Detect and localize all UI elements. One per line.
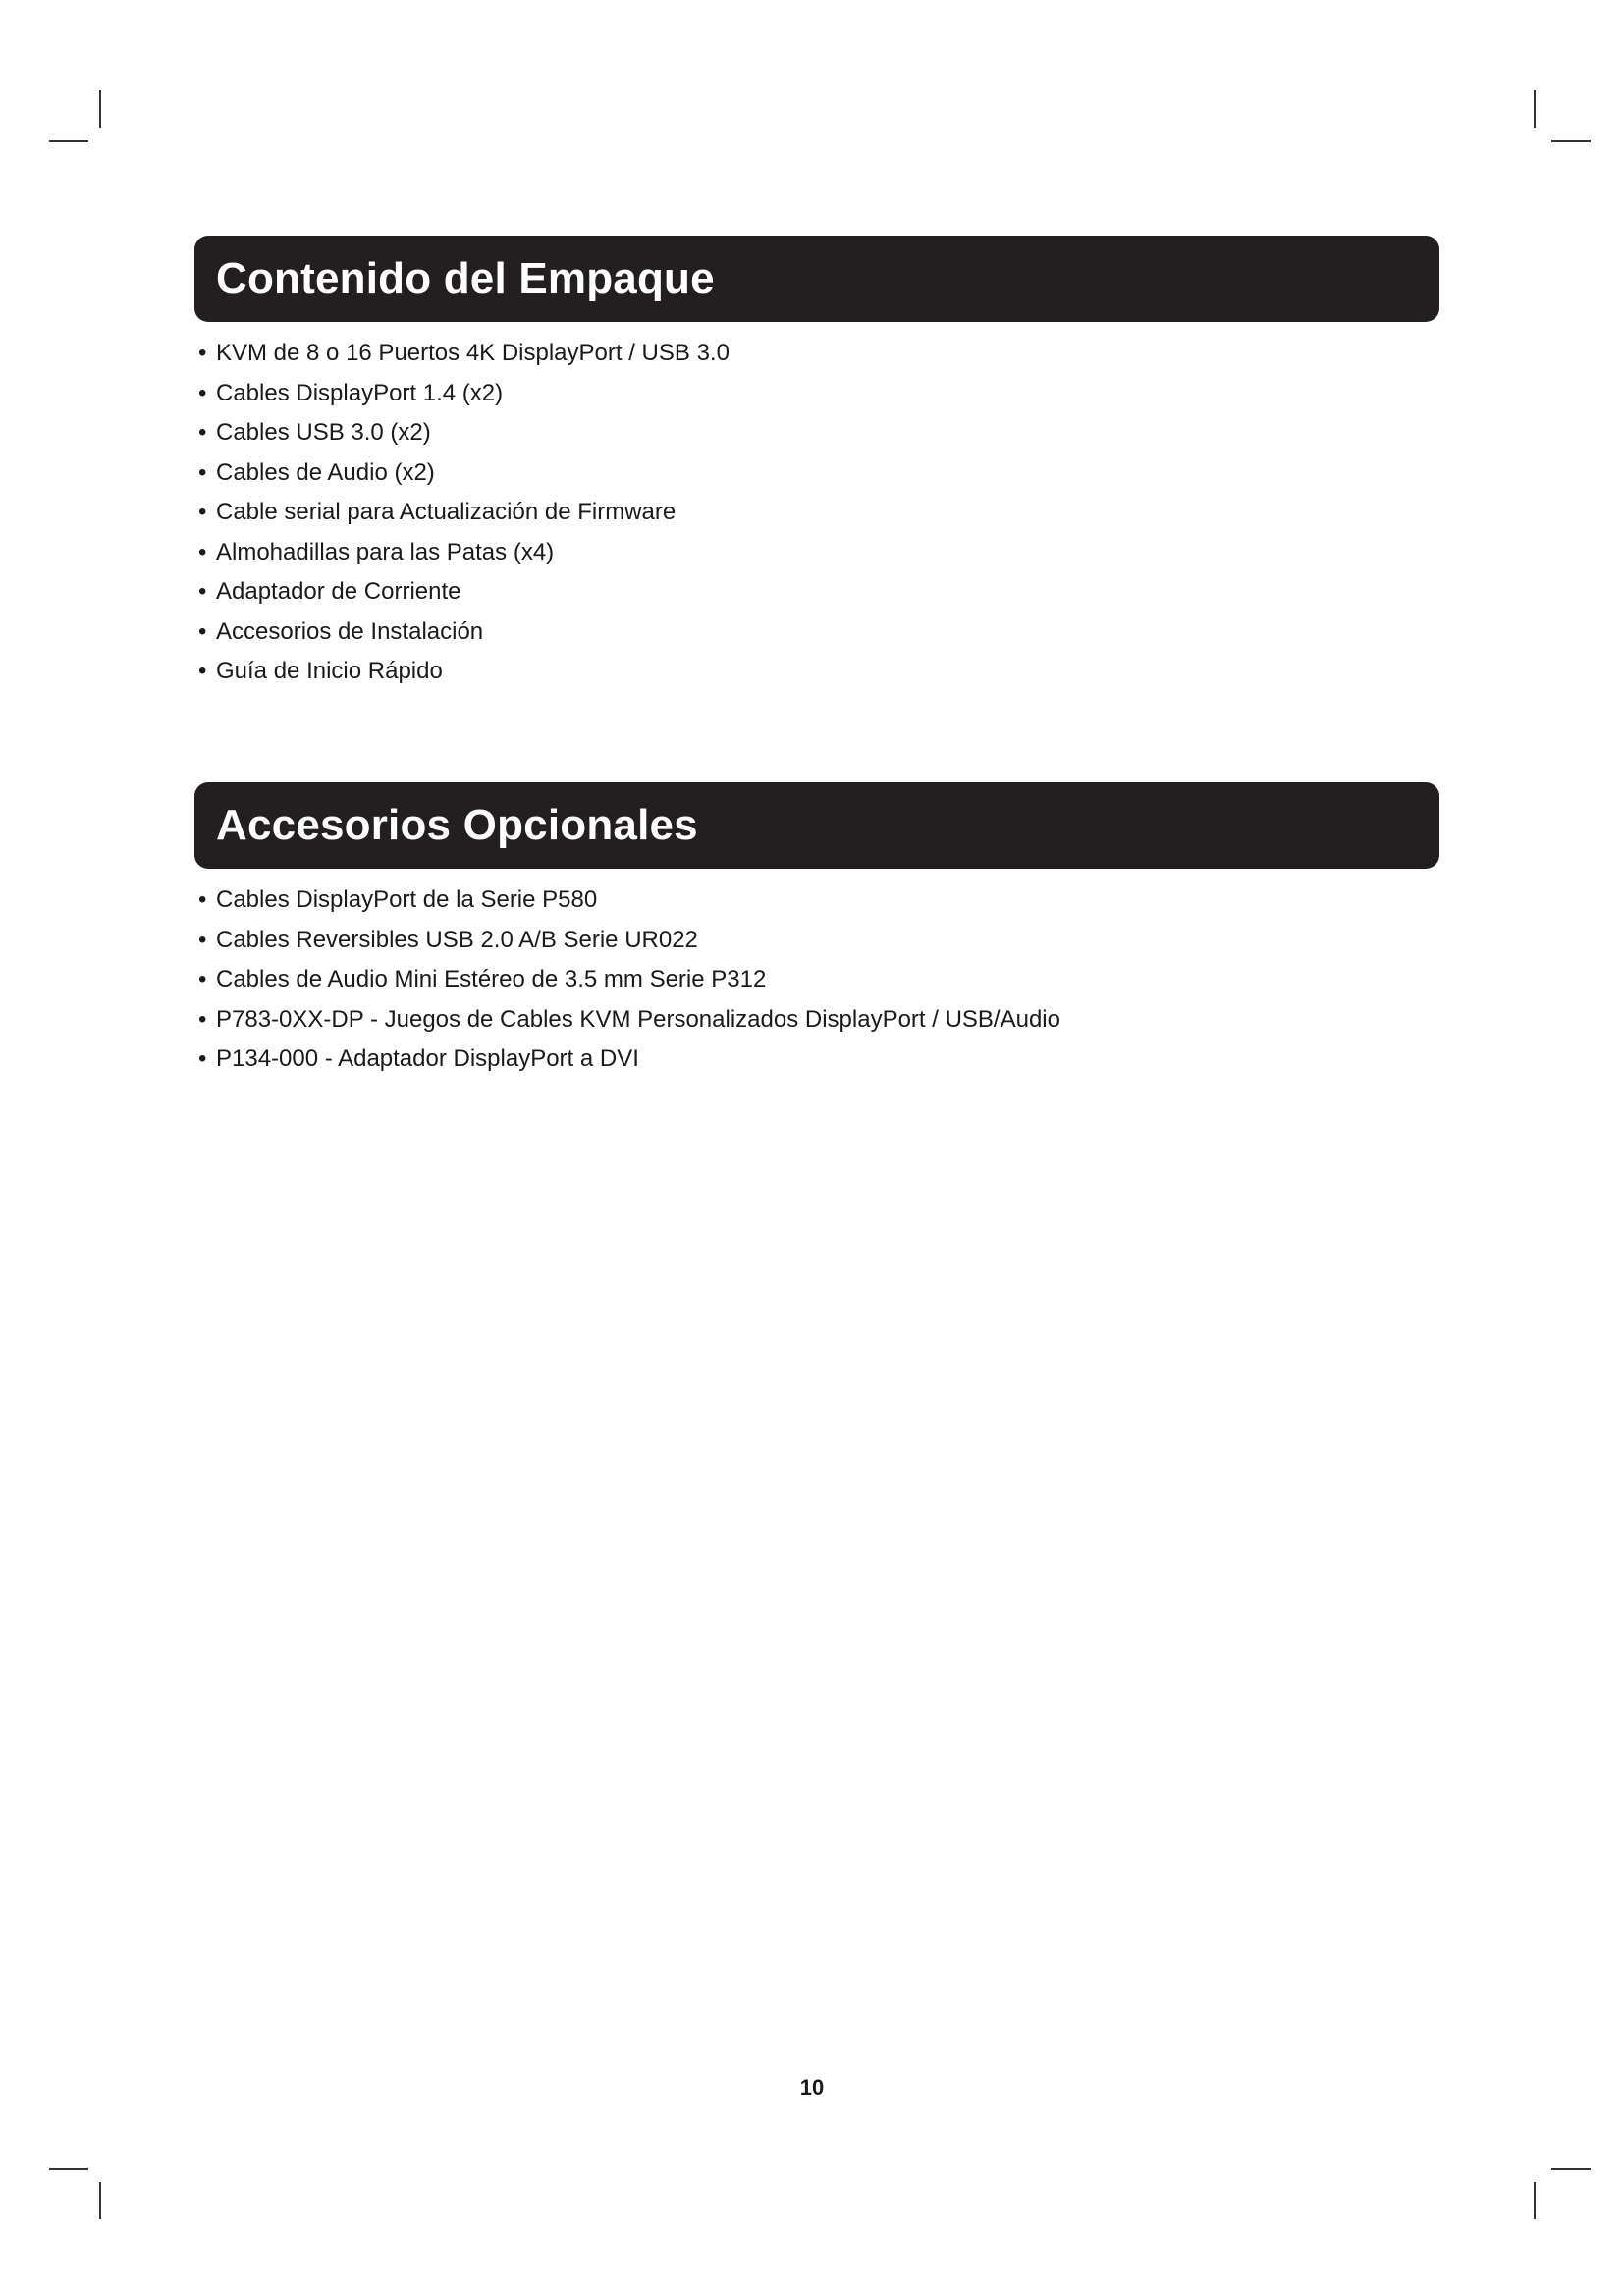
list-item-text: Cables DisplayPort de la Serie P580 [216,886,598,913]
list-item [198,881,1439,921]
list-item [198,1040,1439,1080]
optional-accessories-list [194,881,1439,1080]
list-item [198,533,1439,573]
bullet-icon: • [198,499,207,525]
crop-mark-top-right-horizontal [1551,140,1591,142]
list-item [198,374,1439,414]
list-item-text: P783-0XX-DP - Juegos de Cables KVM Personalizados DisplayPort / USB/Audio [216,1005,1060,1033]
list-item [198,334,1439,374]
list-item [198,613,1439,653]
bullet-icon: • [198,617,207,645]
bullet-icon: • [198,926,207,953]
list-item [198,413,1439,454]
section-title: Accesorios Opcionales [216,801,698,849]
package-contents-section [194,236,1439,692]
list-item-text: P134-000 - Adaptador DisplayPort a DVI [216,1045,639,1072]
list-item-text: Cables USB 3.0 (x2) [216,419,431,446]
bullet-icon: • [198,966,207,992]
optional-accessories-section [194,782,1439,1080]
bullet-icon: • [198,1045,207,1072]
list-item-text: Cables de Audio (x2) [216,458,435,486]
bullet-icon: • [198,379,207,406]
list-item-text: Cable serial para Actualización de Firmware [216,499,677,525]
bullet-icon: • [198,658,207,684]
bullet-icon: • [198,886,207,913]
crop-mark-top-left-vertical [99,90,101,128]
crop-mark-top-right-vertical [1534,90,1536,128]
bullet-icon: • [198,419,207,446]
list-item [198,652,1439,692]
crop-mark-bottom-right-vertical [1534,2182,1536,2219]
list-item [198,493,1439,533]
list-item-text: Cables de Audio Mini Estéreo de 3.5 mm Serie P312 [216,966,767,992]
section-header [194,782,1439,869]
list-item [198,921,1439,961]
list-item-text: Cables DisplayPort 1.4 (x2) [216,379,504,406]
page-number: 10 [799,2075,825,2100]
bullet-icon: • [198,538,207,565]
bullet-icon: • [198,340,207,366]
package-contents-list [194,334,1439,692]
crop-mark-bottom-left-vertical [99,2182,101,2219]
bullet-icon: • [198,458,207,486]
list-item [198,1000,1439,1041]
list-item-text: Adaptador de Corriente [216,578,461,605]
list-item [198,960,1439,1000]
section-title: Contenido del Empaque [216,254,715,302]
crop-mark-bottom-left-horizontal [49,2168,88,2170]
list-item-text: Almohadillas para las Patas (x4) [216,538,555,565]
list-item [198,454,1439,494]
crop-mark-bottom-right-horizontal [1551,2168,1591,2170]
list-item-text: Accesorios de Instalación [216,617,484,645]
crop-mark-top-left-horizontal [49,140,88,142]
list-item-text: Guía de Inicio Rápido [216,658,443,684]
section-header [194,236,1439,322]
bullet-icon: • [198,578,207,605]
list-item-text: KVM de 8 o 16 Puertos 4K DisplayPort / USB 3.0 [216,340,730,366]
list-item-text: Cables Reversibles USB 2.0 A/B Serie UR022 [216,926,698,953]
list-item [198,572,1439,613]
bullet-icon: • [198,1005,207,1033]
